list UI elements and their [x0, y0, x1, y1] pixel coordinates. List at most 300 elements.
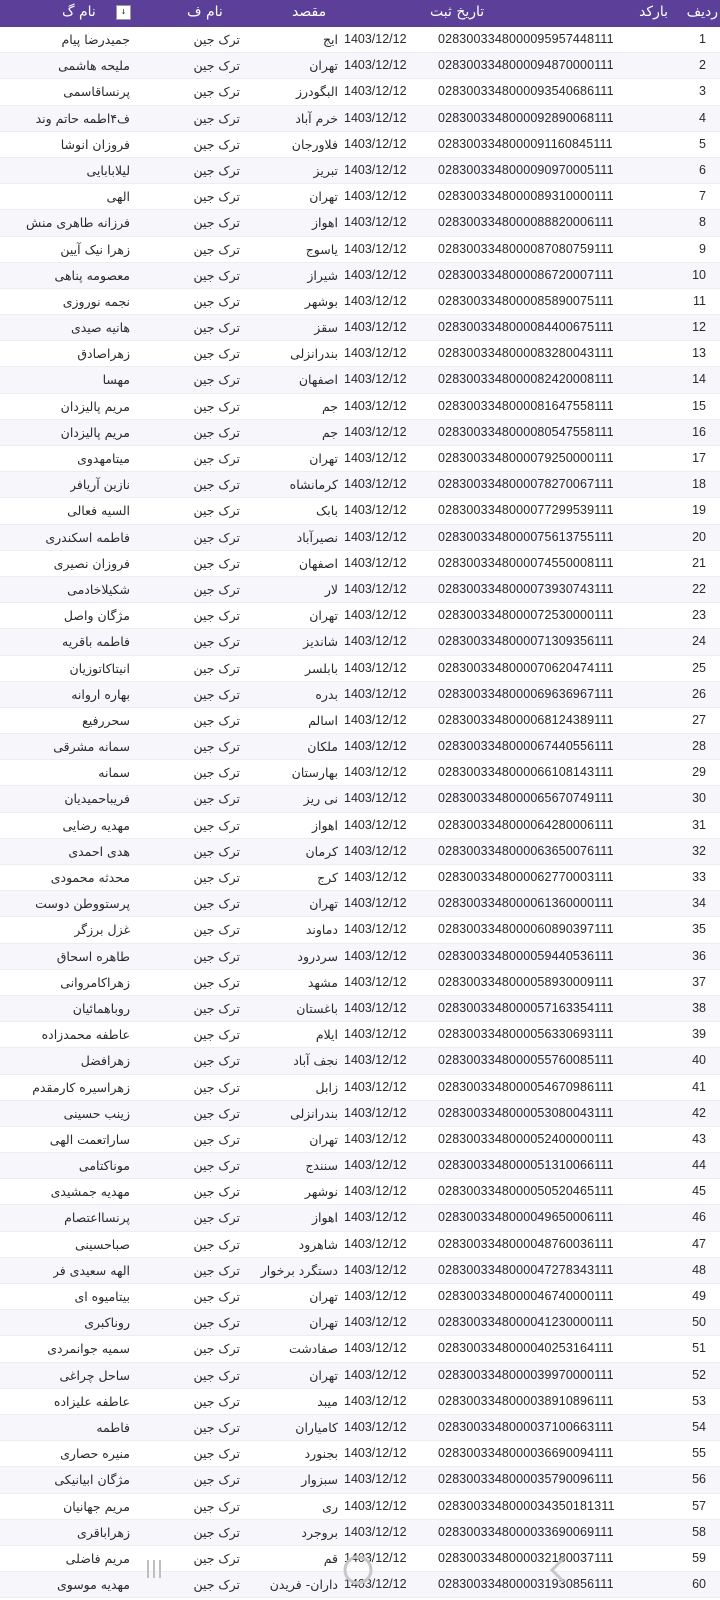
date-cell[interactable]: 1403/12/12: [344, 1498, 407, 1513]
name-f-cell[interactable]: ترک جین: [193, 215, 240, 231]
table-row[interactable]: [0, 446, 720, 472]
destination-cell[interactable]: تهران: [309, 189, 338, 205]
name-g-cell[interactable]: هدی احمدی: [68, 843, 130, 859]
table-row[interactable]: [0, 158, 720, 184]
row-number[interactable]: 30: [692, 791, 706, 806]
barcode-cell[interactable]: 0283003348000085890075111: [438, 293, 614, 308]
name-f-cell[interactable]: ترک جین: [193, 843, 240, 859]
destination-cell[interactable]: سردرود: [297, 948, 338, 964]
barcode-cell[interactable]: 0283003348000046740000111: [438, 1289, 614, 1303]
barcode-cell[interactable]: 0283003348000092890068111: [438, 110, 614, 125]
name-f-cell[interactable]: ترک جین: [193, 608, 240, 624]
name-f-cell[interactable]: ترک جین: [193, 922, 240, 938]
date-cell[interactable]: 1403/12/12: [344, 712, 407, 727]
date-cell[interactable]: 1403/12/12: [344, 424, 407, 439]
name-f-cell[interactable]: ترک جین: [193, 1184, 240, 1200]
destination-cell[interactable]: بجنورد: [304, 1446, 338, 1462]
name-g-cell[interactable]: السیه فعالی: [67, 503, 130, 519]
table-row[interactable]: [0, 79, 720, 105]
date-cell[interactable]: 1403/12/12: [344, 660, 407, 675]
table-row[interactable]: [0, 1048, 720, 1074]
name-f-cell[interactable]: ترک جین: [193, 451, 240, 466]
table-row[interactable]: [0, 1363, 720, 1389]
name-f-cell[interactable]: ترک جین: [193, 739, 240, 755]
name-g-cell[interactable]: الهی: [106, 189, 130, 205]
date-cell[interactable]: 1403/12/12: [344, 634, 407, 649]
table-row[interactable]: [0, 184, 720, 210]
table-row[interactable]: [0, 996, 720, 1022]
row-number[interactable]: 16: [692, 424, 706, 439]
date-cell[interactable]: 1403/12/12: [344, 503, 407, 518]
barcode-cell[interactable]: 0283003348000039970000111: [438, 1367, 614, 1382]
table-row[interactable]: [0, 1441, 720, 1467]
date-cell[interactable]: 1403/12/12: [344, 1053, 407, 1068]
barcode-cell[interactable]: 0283003348000079250000111: [438, 451, 614, 465]
barcode-cell[interactable]: 0283003348000031930856111: [438, 1577, 614, 1592]
name-g-cell[interactable]: محدثه محمودی: [50, 870, 130, 885]
name-g-cell[interactable]: بهاره اروانه: [71, 686, 130, 702]
name-g-cell[interactable]: جمیدرضا پیام: [61, 32, 130, 47]
name-g-cell[interactable]: زینب حسینی: [63, 1105, 130, 1121]
name-f-cell[interactable]: ترک جین: [193, 1289, 240, 1304]
destination-cell[interactable]: لار: [324, 581, 338, 597]
name-g-cell[interactable]: ملیحه هاشمی: [58, 58, 130, 74]
name-f-cell[interactable]: ترک جین: [193, 398, 240, 414]
destination-cell[interactable]: داران- فریدن: [269, 1577, 338, 1593]
table-row[interactable]: [0, 813, 720, 839]
table-row[interactable]: [0, 1232, 720, 1258]
table-row[interactable]: [0, 917, 720, 943]
table-row[interactable]: [0, 1127, 720, 1153]
date-cell[interactable]: 1403/12/12: [344, 1393, 407, 1408]
name-g-cell[interactable]: زهرافضل: [80, 1053, 130, 1069]
name-f-cell[interactable]: ترک جین: [193, 1079, 240, 1095]
name-f-cell[interactable]: ترک جین: [193, 791, 240, 807]
date-cell[interactable]: 1403/12/12: [344, 1446, 407, 1461]
name-g-cell[interactable]: مژگان ابیانیکی: [54, 1472, 130, 1488]
table-row[interactable]: [0, 1520, 720, 1546]
table-row[interactable]: [0, 1101, 720, 1127]
name-f-cell[interactable]: ترک جین: [193, 1027, 240, 1043]
name-f-cell[interactable]: ترک جین: [193, 1158, 240, 1174]
barcode-cell[interactable]: 0283003348000077299539111: [438, 503, 614, 518]
name-g-cell[interactable]: هانیه صیدی: [70, 320, 130, 336]
barcode-cell[interactable]: 0283003348000074550008111: [438, 555, 614, 570]
name-f-cell[interactable]: ترک جین: [193, 1210, 240, 1226]
name-g-cell[interactable]: ساحل چراغی: [59, 1367, 130, 1383]
barcode-cell[interactable]: 0283003348000094870000111: [438, 58, 614, 73]
date-cell[interactable]: 1403/12/12: [344, 241, 407, 256]
name-g-cell[interactable]: روناکبری: [84, 1315, 130, 1331]
date-cell[interactable]: 1403/12/12: [344, 372, 407, 387]
barcode-cell[interactable]: 0283003348000071309356111: [438, 634, 614, 649]
destination-cell[interactable]: یاسوج: [305, 241, 338, 257]
date-cell[interactable]: 1403/12/12: [344, 974, 407, 989]
name-f-cell[interactable]: ترک جین: [193, 162, 240, 178]
barcode-cell[interactable]: 0283003348000033690069111: [438, 1524, 614, 1539]
name-f-cell[interactable]: ترک جین: [193, 58, 240, 74]
row-number[interactable]: 46: [692, 1210, 706, 1225]
name-g-cell[interactable]: روباهمائیان: [72, 1000, 130, 1016]
barcode-cell[interactable]: 0283003348000075613755111: [438, 529, 614, 544]
destination-cell[interactable]: صفادشت: [288, 1341, 338, 1357]
header-name-f[interactable]: نام ف: [187, 4, 223, 20]
table-row[interactable]: [0, 394, 720, 420]
row-number[interactable]: 45: [692, 1184, 706, 1199]
barcode-cell[interactable]: 0283003348000065670749111: [438, 791, 614, 806]
row-number[interactable]: 24: [692, 634, 706, 649]
name-g-cell[interactable]: مریم پالیزدان: [60, 424, 130, 440]
row-number[interactable]: 35: [692, 922, 706, 937]
name-f-cell[interactable]: ترک جین: [193, 1367, 240, 1383]
destination-cell[interactable]: ایلام: [315, 1027, 338, 1043]
date-cell[interactable]: 1403/12/12: [344, 398, 407, 413]
destination-cell[interactable]: ری: [322, 1498, 338, 1514]
table-row[interactable]: [0, 1336, 720, 1362]
name-f-cell[interactable]: ترک جین: [193, 503, 240, 519]
header-date[interactable]: تاریخ ثبت: [430, 4, 485, 20]
destination-cell[interactable]: تهران: [309, 58, 338, 74]
table-row[interactable]: [0, 1415, 720, 1441]
name-g-cell[interactable]: معصومه پناهی: [54, 267, 130, 283]
name-f-cell[interactable]: ترک جین: [193, 32, 240, 47]
destination-cell[interactable]: شیراز: [307, 267, 338, 283]
date-cell[interactable]: 1403/12/12: [344, 1131, 407, 1146]
name-f-cell[interactable]: ترک جین: [193, 1577, 240, 1593]
date-cell[interactable]: 1403/12/12: [344, 686, 407, 701]
name-f-cell[interactable]: ترک جین: [193, 686, 240, 702]
name-f-cell[interactable]: ترک جین: [193, 346, 240, 362]
table-row[interactable]: [0, 263, 720, 289]
barcode-cell[interactable]: 0283003348000072530000111: [438, 608, 614, 623]
date-cell[interactable]: 1403/12/12: [344, 84, 407, 99]
table-row[interactable]: [0, 786, 720, 812]
date-cell[interactable]: 1403/12/12: [344, 58, 407, 73]
date-cell[interactable]: 1403/12/12: [344, 1289, 407, 1303]
date-cell[interactable]: 1403/12/12: [344, 136, 407, 151]
barcode-cell[interactable]: 0283003348000082420008111: [438, 372, 614, 387]
row-number[interactable]: 18: [692, 477, 706, 492]
row-number[interactable]: 23: [692, 608, 706, 623]
barcode-cell[interactable]: 0283003348000057163354111: [438, 1000, 614, 1015]
table-row[interactable]: [0, 367, 720, 393]
destination-cell[interactable]: سقز: [314, 320, 338, 336]
row-number[interactable]: 2: [699, 58, 706, 73]
name-g-cell[interactable]: سمانه مشرقی: [53, 739, 130, 755]
name-g-cell[interactable]: انیتاکاتوزیان: [69, 660, 130, 676]
date-cell[interactable]: 1403/12/12: [344, 608, 407, 623]
date-cell[interactable]: 1403/12/12: [344, 1027, 407, 1042]
barcode-cell[interactable]: 0283003348000036690094111: [438, 1446, 614, 1461]
name-g-cell[interactable]: فروزان انوشا: [60, 136, 130, 152]
name-g-cell[interactable]: فروزان نصیری: [53, 555, 130, 571]
row-number[interactable]: 15: [692, 398, 706, 413]
table-row[interactable]: [0, 210, 720, 236]
date-cell[interactable]: 1403/12/12: [344, 555, 407, 570]
name-g-cell[interactable]: مژگان واصل: [63, 608, 130, 624]
row-number[interactable]: 43: [692, 1131, 706, 1146]
destination-cell[interactable]: اصفهان: [298, 372, 338, 388]
destination-cell[interactable]: خرم آباد: [295, 110, 338, 126]
name-g-cell[interactable]: نازین آریافر: [70, 477, 130, 493]
date-cell[interactable]: 1403/12/12: [344, 581, 407, 596]
barcode-cell[interactable]: 0283003348000054670986111: [438, 1079, 614, 1094]
barcode-cell[interactable]: 0283003348000058930009111: [438, 974, 614, 989]
barcode-cell[interactable]: 0283003348000070620474111: [438, 660, 614, 675]
name-f-cell[interactable]: ترک جین: [193, 1053, 240, 1069]
row-number[interactable]: 41: [692, 1079, 706, 1094]
destination-cell[interactable]: سنندج: [305, 1158, 338, 1174]
table-row[interactable]: [0, 498, 720, 524]
row-number[interactable]: 4: [699, 110, 706, 125]
name-g-cell[interactable]: مریم پالیزدان: [60, 398, 130, 414]
barcode-cell[interactable]: 0283003348000083280043111: [438, 346, 614, 361]
destination-cell[interactable]: بابلسر: [305, 660, 338, 676]
date-cell[interactable]: 1403/12/12: [344, 1550, 407, 1565]
date-cell[interactable]: 1403/12/12: [344, 1105, 407, 1120]
destination-cell[interactable]: قم: [323, 1550, 338, 1566]
name-g-cell[interactable]: سمانه: [98, 765, 130, 781]
barcode-cell[interactable]: 0283003348000051310066111: [438, 1158, 614, 1173]
name-g-cell[interactable]: مهدیه رضایی: [62, 817, 130, 833]
barcode-cell[interactable]: 0283003348000050520465111: [438, 1184, 614, 1199]
name-f-cell[interactable]: ترک جین: [193, 1341, 240, 1357]
table-row[interactable]: [0, 734, 720, 760]
table-row[interactable]: [0, 1572, 720, 1598]
row-number[interactable]: 9: [699, 241, 706, 256]
row-number[interactable]: 28: [692, 739, 706, 754]
name-f-cell[interactable]: ترک جین: [193, 529, 240, 545]
barcode-cell[interactable]: 0283003348000064280006111: [438, 817, 614, 832]
name-f-cell[interactable]: ترک جین: [193, 1524, 240, 1540]
name-g-cell[interactable]: عاطفه علیزاده: [53, 1393, 130, 1409]
table-row[interactable]: [0, 420, 720, 446]
barcode-cell[interactable]: 0283003348000060890397111: [438, 922, 614, 937]
destination-cell[interactable]: اسالم: [308, 712, 338, 728]
table-row[interactable]: [0, 1205, 720, 1231]
destination-cell[interactable]: باغستان: [296, 1000, 338, 1016]
barcode-cell[interactable]: 0283003348000041230000111: [438, 1315, 614, 1330]
name-f-cell[interactable]: ترک جین: [193, 1446, 240, 1462]
table-row[interactable]: [0, 289, 720, 315]
name-f-cell[interactable]: ترک جین: [193, 1498, 240, 1514]
table-row[interactable]: [0, 106, 720, 132]
destination-cell[interactable]: میبد: [317, 1393, 338, 1409]
name-g-cell[interactable]: مریم فاضلی: [65, 1550, 130, 1566]
name-g-cell[interactable]: زهراکامروانی: [60, 974, 130, 990]
barcode-cell[interactable]: 0283003348000037100663111: [438, 1419, 614, 1434]
destination-cell[interactable]: تهران: [309, 1367, 338, 1383]
barcode-cell[interactable]: 0283003348000067440556111: [438, 739, 614, 754]
date-cell[interactable]: 1403/12/12: [344, 1000, 407, 1015]
row-number[interactable]: 22: [692, 581, 706, 596]
destination-cell[interactable]: زابل: [315, 1079, 338, 1095]
date-cell[interactable]: 1403/12/12: [344, 32, 407, 46]
destination-cell[interactable]: شاهرود: [298, 1236, 338, 1252]
table-row[interactable]: [0, 629, 720, 655]
destination-cell[interactable]: نصیرآباد: [296, 529, 338, 545]
barcode-cell[interactable]: 0283003348000090970005111: [438, 162, 614, 177]
barcode-cell[interactable]: 0283003348000093540686111: [438, 84, 614, 99]
date-cell[interactable]: 1403/12/12: [344, 1236, 407, 1251]
name-g-cell[interactable]: فریباحمیدیان: [64, 791, 130, 807]
name-f-cell[interactable]: ترک جین: [193, 1419, 240, 1435]
name-g-cell[interactable]: غزل برزگر: [74, 922, 130, 938]
name-g-cell[interactable]: میتامهدوی: [77, 451, 130, 466]
date-cell[interactable]: 1403/12/12: [344, 896, 407, 911]
destination-cell[interactable]: جم: [321, 398, 338, 414]
row-number[interactable]: 34: [692, 896, 706, 911]
barcode-cell[interactable]: 0283003348000095957448111: [438, 32, 614, 46]
row-number[interactable]: 31: [692, 817, 706, 832]
table-row[interactable]: [0, 1179, 720, 1205]
header-radif[interactable]: ردیف: [686, 4, 718, 20]
name-g-cell[interactable]: طاهره اسحاق: [56, 948, 130, 964]
row-number[interactable]: 54: [692, 1419, 706, 1434]
destination-cell[interactable]: تهران: [309, 1315, 338, 1331]
name-f-cell[interactable]: ترک جین: [193, 948, 240, 964]
barcode-cell[interactable]: 0283003348000088820006111: [438, 215, 614, 230]
barcode-cell[interactable]: 0283003348000048760036111: [438, 1236, 614, 1251]
row-number[interactable]: 39: [692, 1027, 706, 1042]
destination-cell[interactable]: البگودرز: [295, 84, 338, 100]
name-f-cell[interactable]: ترک جین: [193, 1393, 240, 1409]
date-cell[interactable]: 1403/12/12: [344, 320, 407, 335]
name-g-cell[interactable]: پرنسااعتصام: [64, 1210, 130, 1226]
row-number[interactable]: 36: [692, 948, 706, 963]
destination-cell[interactable]: تهران: [309, 896, 338, 912]
name-f-cell[interactable]: ترک جین: [193, 634, 240, 650]
date-cell[interactable]: 1403/12/12: [344, 110, 407, 125]
barcode-cell[interactable]: 0283003348000081647558111: [438, 398, 614, 413]
barcode-cell[interactable]: 0283003348000089310000111: [438, 189, 614, 204]
header-name-g[interactable]: نام گ: [62, 4, 96, 20]
name-f-cell[interactable]: ترک جین: [193, 189, 240, 205]
row-number[interactable]: 19: [692, 503, 706, 518]
name-g-cell[interactable]: عاطفه محمدزاده: [41, 1027, 130, 1043]
header-barcode[interactable]: بارکد: [639, 4, 668, 20]
name-g-cell[interactable]: فرزانه طاهری منش: [26, 215, 130, 231]
row-number[interactable]: 6: [699, 162, 706, 177]
row-number[interactable]: 60: [692, 1577, 706, 1592]
row-number[interactable]: 3: [699, 84, 706, 99]
table-row[interactable]: [0, 891, 720, 917]
table-row[interactable]: [0, 472, 720, 498]
table-row[interactable]: [0, 1546, 720, 1572]
table-row[interactable]: [0, 839, 720, 865]
name-g-cell[interactable]: فاطمه اسکندری: [45, 529, 130, 545]
table-row[interactable]: [0, 1389, 720, 1415]
date-cell[interactable]: 1403/12/12: [344, 1315, 407, 1330]
destination-cell[interactable]: بهارستان: [291, 765, 338, 781]
date-cell[interactable]: 1403/12/12: [344, 1262, 407, 1277]
name-f-cell[interactable]: ترک جین: [193, 1262, 240, 1278]
name-g-cell[interactable]: الهه سعیدی فر: [52, 1262, 130, 1278]
table-row[interactable]: [0, 237, 720, 263]
row-number[interactable]: 57: [692, 1498, 706, 1513]
name-f-cell[interactable]: ترک جین: [193, 424, 240, 440]
name-f-cell[interactable]: ترک جین: [193, 1315, 240, 1331]
barcode-cell[interactable]: 0283003348000078270067111: [438, 477, 614, 492]
row-number[interactable]: 25: [692, 660, 706, 675]
date-cell[interactable]: 1403/12/12: [344, 1079, 407, 1094]
row-number[interactable]: 47: [692, 1236, 706, 1251]
name-f-cell[interactable]: ترک جین: [193, 1105, 240, 1121]
destination-cell[interactable]: اصفهان: [298, 555, 338, 571]
date-cell[interactable]: 1403/12/12: [344, 1367, 407, 1382]
date-cell[interactable]: 1403/12/12: [344, 1472, 407, 1487]
date-cell[interactable]: 1403/12/12: [344, 870, 407, 884]
name-f-cell[interactable]: ترک جین: [193, 870, 240, 885]
row-number[interactable]: 44: [692, 1158, 706, 1173]
table-row[interactable]: [0, 27, 720, 53]
name-f-cell[interactable]: ترک جین: [193, 1000, 240, 1016]
table-row[interactable]: [0, 1022, 720, 1048]
date-cell[interactable]: 1403/12/12: [344, 739, 407, 754]
destination-cell[interactable]: بندرانزلی: [290, 1105, 338, 1121]
destination-cell[interactable]: تهران: [309, 451, 338, 466]
barcode-cell[interactable]: 0283003348000032180037111: [438, 1550, 614, 1565]
barcode-cell[interactable]: 0283003348000062770003111: [438, 870, 614, 884]
table-row[interactable]: [0, 970, 720, 996]
name-f-cell[interactable]: ترک جین: [193, 293, 240, 309]
row-number[interactable]: 14: [692, 372, 706, 387]
date-cell[interactable]: 1403/12/12: [344, 451, 407, 465]
date-cell[interactable]: 1403/12/12: [344, 1524, 407, 1539]
name-g-cell[interactable]: پرستووطن دوست: [35, 896, 130, 912]
name-g-cell[interactable]: مهدیه موسوی: [56, 1577, 130, 1593]
destination-cell[interactable]: تهران: [309, 1289, 338, 1304]
table-row[interactable]: [0, 656, 720, 682]
destination-cell[interactable]: ایج: [322, 32, 338, 47]
name-f-cell[interactable]: ترک جین: [193, 241, 240, 257]
name-f-cell[interactable]: ترک جین: [193, 320, 240, 336]
table-row[interactable]: [0, 577, 720, 603]
name-g-cell[interactable]: مهدیه جمشیدی: [50, 1184, 130, 1200]
destination-cell[interactable]: شاندیز: [303, 634, 338, 650]
filter-sort-icon[interactable]: ↓: [116, 5, 131, 20]
name-g-cell[interactable]: فاطمه: [96, 1419, 130, 1435]
destination-cell[interactable]: کرج: [317, 870, 338, 885]
table-row[interactable]: [0, 1258, 720, 1284]
date-cell[interactable]: 1403/12/12: [344, 529, 407, 544]
table-row[interactable]: [0, 132, 720, 158]
name-f-cell[interactable]: ترک جین: [193, 267, 240, 283]
date-cell[interactable]: 1403/12/12: [344, 293, 407, 308]
barcode-cell[interactable]: 0283003348000091160845111: [438, 136, 613, 151]
table-row[interactable]: [0, 865, 720, 891]
row-number[interactable]: 11: [693, 293, 706, 308]
row-number[interactable]: 53: [692, 1393, 706, 1408]
name-g-cell[interactable]: زهراصادق: [77, 346, 130, 362]
date-cell[interactable]: 1403/12/12: [344, 1210, 407, 1225]
row-number[interactable]: 37: [692, 974, 706, 989]
name-g-cell[interactable]: زهراباقری: [77, 1524, 130, 1540]
name-g-cell[interactable]: ف۴اطمه حاتم وند: [35, 110, 130, 126]
name-g-cell[interactable]: زهرا نیک آیین: [60, 241, 130, 257]
name-g-cell[interactable]: سمیه جوانمردی: [47, 1341, 130, 1357]
destination-cell[interactable]: نوشهر: [304, 1184, 338, 1200]
table-row[interactable]: [0, 551, 720, 577]
barcode-cell[interactable]: 0283003348000059440536111: [438, 948, 614, 963]
barcode-cell[interactable]: 0283003348000052400000111: [438, 1131, 614, 1146]
name-g-cell[interactable]: مهسا: [102, 372, 130, 388]
date-cell[interactable]: 1403/12/12: [344, 477, 407, 492]
row-number[interactable]: 26: [692, 686, 706, 701]
table-row[interactable]: [0, 944, 720, 970]
table-row[interactable]: [0, 760, 720, 786]
destination-cell[interactable]: کرمانشاه: [289, 477, 338, 493]
